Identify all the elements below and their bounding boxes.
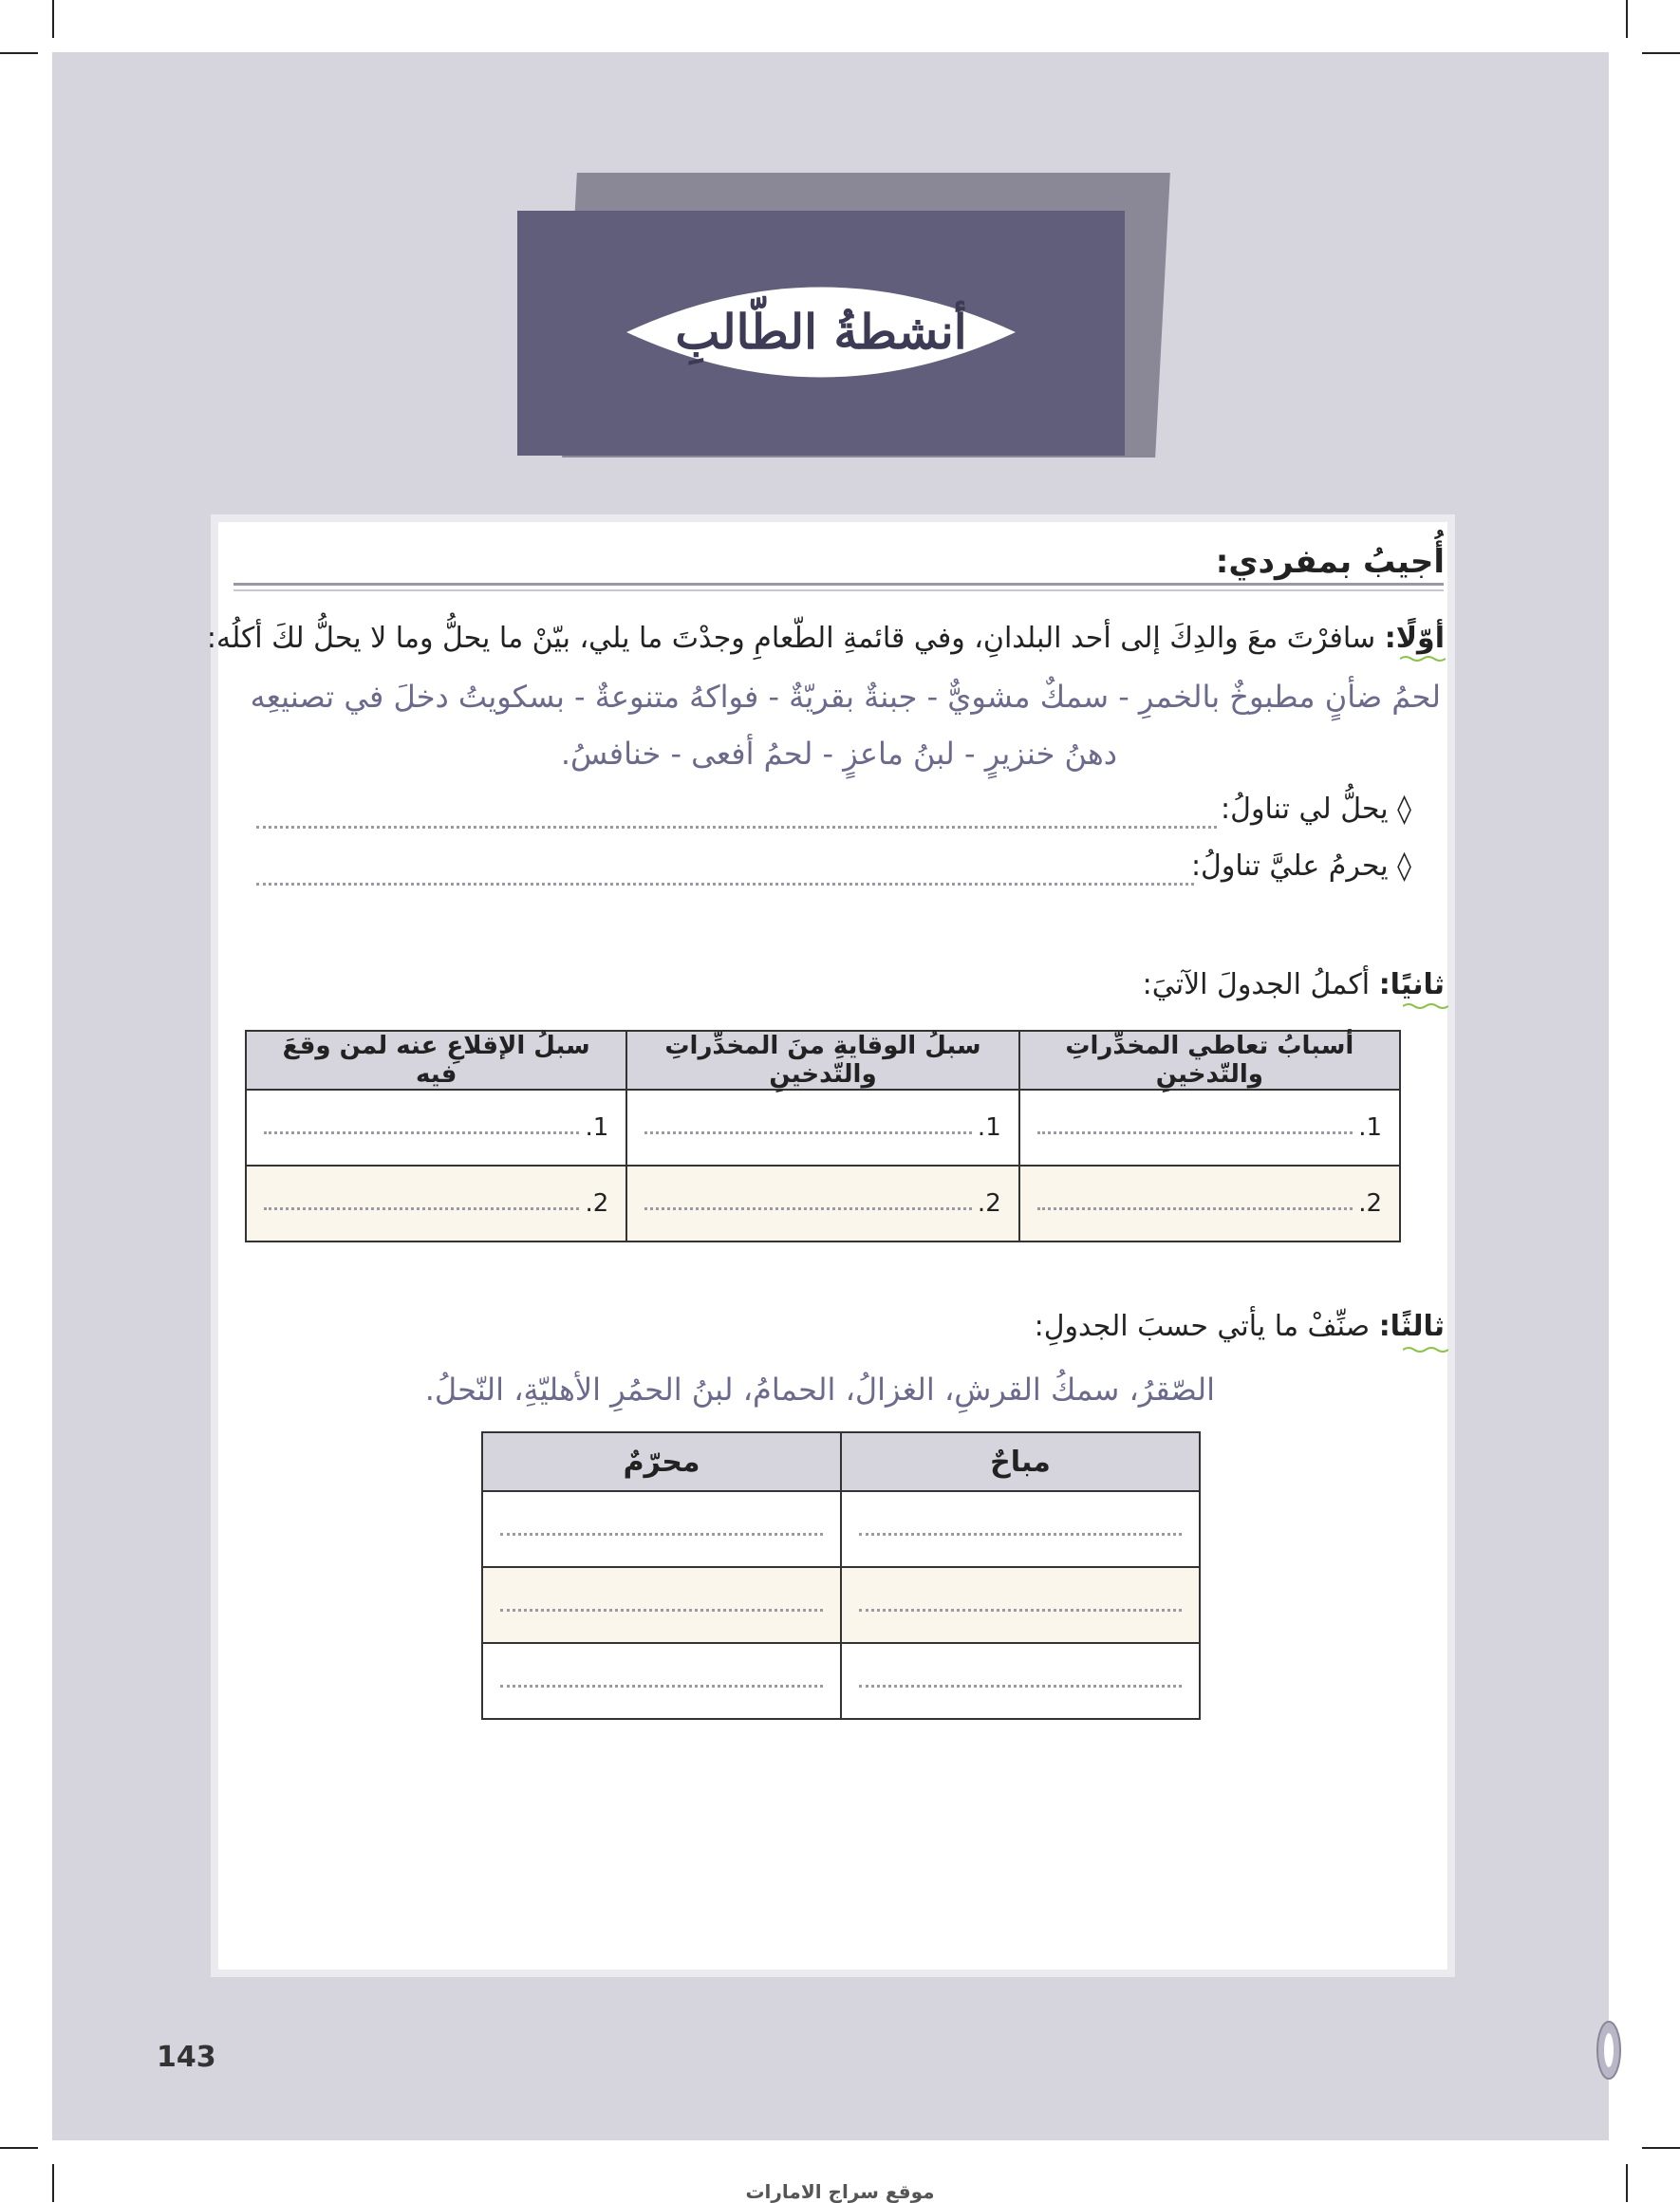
cell-answer-field[interactable] xyxy=(1037,1131,1353,1134)
table-cell[interactable] xyxy=(626,1166,1018,1242)
answer-line-forbidden xyxy=(1191,849,1411,883)
cell-number: 2. xyxy=(977,1189,1001,1218)
crop-mark xyxy=(1642,52,1680,54)
cell-answer-field[interactable] xyxy=(859,1533,1182,1536)
table-cell[interactable] xyxy=(246,1090,626,1166)
question-3-text: صنِّفْ ما يأتي حسبَ الجدولِ: xyxy=(1034,1310,1371,1343)
heading-divider xyxy=(233,589,1444,591)
allowed-label: ◊ يحلُّ لي تناولُ: xyxy=(1221,793,1411,826)
cell-answer-field[interactable] xyxy=(644,1207,972,1210)
answer-line-allowed xyxy=(1221,793,1411,826)
forbidden-answer-field[interactable] xyxy=(256,881,1194,886)
cell-answer-field[interactable] xyxy=(1037,1207,1353,1210)
table-header-causes: أسبابُ تعاطي المخدِّراتِ والتّدخينِ xyxy=(1019,1031,1400,1090)
question-3-label: ثالثًا: xyxy=(1378,1310,1445,1343)
table-cell[interactable] xyxy=(626,1090,1018,1166)
table-header-row xyxy=(246,1031,1400,1090)
question-2-label: ثانيًا: xyxy=(1378,968,1445,1001)
allowed-answer-field[interactable] xyxy=(256,824,1217,829)
table-cell[interactable] xyxy=(841,1567,1200,1643)
table-cell[interactable] xyxy=(1019,1090,1400,1166)
table-cell[interactable] xyxy=(1019,1166,1400,1242)
page-number: 143 xyxy=(157,2041,216,2074)
squiggle-mark xyxy=(1403,1346,1448,1354)
cell-answer-field[interactable] xyxy=(264,1207,579,1210)
animal-list: الصّقرُ، سمكُ القرشِ، الغزالُ، الحمامُ، لبنُ الحمُرِ الأهليّةِ، النّحلُ. xyxy=(424,1372,1215,1408)
table-header-prevention: سبلُ الوقايةِ منَ المخدِّراتِ والتّدخينِ xyxy=(626,1031,1018,1090)
question-1 xyxy=(207,622,1445,655)
crop-mark xyxy=(0,2147,38,2149)
cell-number: 2. xyxy=(585,1189,609,1218)
cell-number: 1. xyxy=(585,1113,609,1142)
cell-number: 1. xyxy=(977,1113,1001,1142)
table-header-permitted: مباحٌ xyxy=(841,1432,1200,1491)
cell-answer-field[interactable] xyxy=(500,1533,823,1536)
section-heading: أُجيبُ بمفردي: xyxy=(1215,543,1445,581)
heading-divider xyxy=(233,583,1444,586)
table-row xyxy=(482,1643,1200,1719)
forbidden-label: ◊ يحرمُ عليَّ تناولُ: xyxy=(1190,849,1411,883)
crop-mark xyxy=(1642,2147,1680,2149)
ornament-icon xyxy=(1595,2017,1623,2083)
table-cell[interactable] xyxy=(841,1491,1200,1567)
table-cell[interactable] xyxy=(482,1567,841,1643)
cell-number: 2. xyxy=(1358,1189,1382,1218)
question-1-label: أوّلًا: xyxy=(1384,622,1445,655)
classification-table xyxy=(481,1431,1201,1720)
cell-answer-field[interactable] xyxy=(500,1609,823,1612)
cell-number: 1. xyxy=(1358,1113,1382,1142)
question-2 xyxy=(1143,968,1445,1001)
crop-mark xyxy=(0,52,38,54)
cell-answer-field[interactable] xyxy=(644,1131,972,1134)
table-cell[interactable] xyxy=(482,1491,841,1567)
table-header-forbidden: محرّمٌ xyxy=(482,1432,841,1491)
table-row xyxy=(482,1491,1200,1567)
cell-answer-field[interactable] xyxy=(859,1685,1182,1688)
crop-mark xyxy=(52,0,54,38)
squiggle-mark xyxy=(1403,1002,1448,1010)
footer-watermark: موقع سراج الامارات xyxy=(745,2180,935,2203)
table-row xyxy=(482,1567,1200,1643)
crop-mark xyxy=(1626,0,1628,38)
table-header-quitting: سبلُ الإقلاعِ عنه لمن وقعَ فيه xyxy=(246,1031,626,1090)
table-row xyxy=(246,1166,1400,1242)
cell-answer-field[interactable] xyxy=(859,1609,1182,1612)
cell-answer-field[interactable] xyxy=(264,1131,579,1134)
squiggle-mark xyxy=(1400,655,1446,663)
cell-answer-field[interactable] xyxy=(500,1685,823,1688)
page-title: أنشطةُ الطّالبِ xyxy=(675,304,967,360)
food-list-line-1: لحمُ ضأنٍ مطبوخٌ بالخمرِ - سمكٌ مشويٌّ - جبنةٌ بقريّةٌ - فواكهُ متنوعةٌ - بسكويتُ دخلَ في تصنيعِه xyxy=(250,679,1441,715)
question-3 xyxy=(1035,1310,1445,1343)
table-row xyxy=(246,1090,1400,1166)
drugs-table xyxy=(245,1030,1401,1242)
table-cell[interactable] xyxy=(246,1166,626,1242)
table-header-row xyxy=(482,1432,1200,1491)
table-cell[interactable] xyxy=(841,1643,1200,1719)
question-2-text: أكملُ الجدولَ الآتيَ: xyxy=(1142,968,1371,1001)
food-list-line-2: دهنُ خنزيرٍ - لبنُ ماعزٍ - لحمُ أفعى - خنافسُ. xyxy=(560,736,1117,772)
table-cell[interactable] xyxy=(482,1643,841,1719)
question-1-text: سافرْتَ معَ والدِكَ إلى أحد البلدانِ، وفي قائمةِ الطّعامِ وجدْتَ ما يلي، بيّنْ ما يحلُّ وما لا يحلُّ لكَ أكلُه: xyxy=(206,622,1376,655)
